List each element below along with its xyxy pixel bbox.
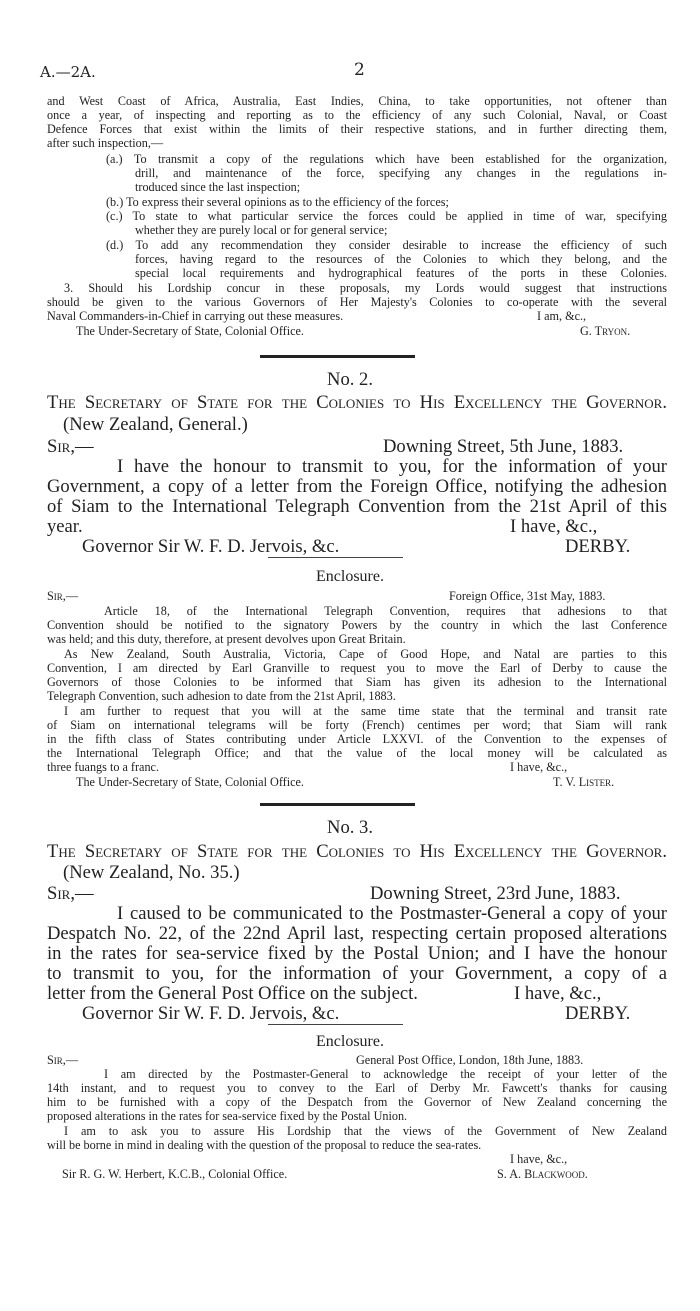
- enclosure-para: of Siam on international telegrams will be forty (French) centimes per word; that Siam will rank: [47, 719, 667, 732]
- section-divider: [260, 355, 415, 358]
- closing: I have, &c.,: [510, 516, 598, 537]
- signature: DERBY.: [565, 1003, 631, 1024]
- salutation: Sir,—: [47, 1053, 79, 1067]
- enclosure-divider: [268, 557, 403, 558]
- salutation: Sir,—: [47, 589, 79, 603]
- letter-body: of Siam to the International Telegraph Convention from the 21st April of this: [47, 497, 667, 517]
- section-divider: [260, 803, 415, 806]
- section-number: No. 2.: [327, 369, 373, 390]
- place-date: Downing Street, 5th June, 1883.: [383, 436, 624, 457]
- addressee: Governor Sir W. F. D. Jervois, &c.: [82, 1003, 340, 1024]
- place-date: Foreign Office, 31st May, 1883.: [449, 589, 606, 603]
- enclosure-title: Enclosure.: [316, 568, 384, 585]
- intro-line: Defence Forces that exist within the limits of their respective stations, and in further directing them,: [47, 123, 667, 136]
- letter-body: I caused to be communicated to the Postmaster-General a copy of your: [117, 904, 667, 924]
- letter-body: in the rates for sea-service fixed by the Postal Union; and I have the honour: [47, 944, 667, 964]
- list-item-d: special local requirements and hydrographical features of the ports in these Colonies.: [135, 267, 667, 280]
- enclosure-para: was held; and this duty, therefore, at present devolves upon Great Britain.: [47, 632, 406, 646]
- addressee: The Under-Secretary of State, Colonial Office.: [76, 775, 304, 789]
- para-3: Naval Commanders-in-Chief in carrying out these measures.: [47, 309, 344, 323]
- signature: DERBY.: [565, 536, 631, 557]
- enclosure-para: Convention, I am directed by Earl Granville to request you to move the Earl of Derby to cause the: [47, 662, 667, 675]
- addressee: Sir R. G. W. Herbert, K.C.B., Colonial Office.: [62, 1167, 288, 1181]
- list-item-a: troduced since the last inspection;: [135, 180, 301, 194]
- enclosure-para: Governors of those Colonies to be informed that Siam has given its adhesion to the International: [47, 676, 667, 689]
- letter-body: Despatch No. 22, of the 22nd April last, respecting certain proposed alterations: [47, 924, 667, 944]
- enclosure-para: proposed alterations in the rates for sea-service fixed by the Postal Union.: [47, 1109, 408, 1123]
- signature: G. Tryon.: [580, 324, 631, 338]
- page-code: A.—2A.: [40, 63, 96, 81]
- enclosure-para: As New Zealand, South Australia, Victoria, Cape of Good Hope, and Natal are parties to this: [64, 648, 667, 661]
- page-number: 2: [354, 60, 365, 80]
- enclosure-para: 14th instant, and to request you to convey to the Earl of Derby Mr. Fawcett's thanks for causing: [47, 1082, 667, 1095]
- closing: I have, &c.,: [510, 1152, 568, 1166]
- closing: I am, &c.,: [537, 309, 587, 323]
- list-item-d: (d.) To add any recommendation they consider desirable to increase the efficiency of such: [106, 239, 667, 252]
- intro-line: once a year, of inspecting and reporting as to the efficiency of any such Colonial, Naval, or Coast: [47, 109, 667, 122]
- list-item-b: (b.) To express their several opinions as to the efficiency of the forces;: [106, 195, 449, 209]
- enclosure-para: Article 18, of the International Telegraph Convention, requires that adhesions to that: [104, 605, 667, 618]
- list-item-a: drill, and maintenance of the force, specifying any changes in the regulations in-: [135, 167, 667, 180]
- enclosure-para: Telegraph Convention, such adhesion to date from the 21st April, 1883.: [47, 689, 396, 703]
- signature: T. V. Lister.: [553, 775, 615, 789]
- enclosure-para: in the fifth class of States contributing under Article LXXVI. of the Convention to the expenses of: [47, 733, 667, 746]
- enclosure-para: I am directed by the Postmaster-General to acknowledge the receipt of your letter of the: [104, 1068, 667, 1081]
- letter-body: I have the honour to transmit to you, for the information of your: [117, 457, 667, 477]
- list-item-d: forces, having regard to the resources of the Colonies to which they belong, and the: [135, 253, 667, 266]
- salutation: Sir,—: [47, 436, 94, 457]
- letter-heading: The Secretary of State for the Colonies to His Excellency the Governor.: [47, 393, 667, 413]
- addressee: The Under-Secretary of State, Colonial Office.: [76, 324, 304, 338]
- list-item-a: (a.) To transmit a copy of the regulations which have been established for the organization,: [106, 153, 667, 166]
- enclosure-para: him to be furnished with a copy of the Despatch from the Governor of New Zealand concerning the: [47, 1096, 667, 1109]
- enclosure-para: three fuangs to a franc.: [47, 760, 160, 774]
- para-3: should be given to the various Governors of Her Majesty's Colonies to co-operate with the several: [47, 296, 667, 309]
- letter-subheading: (New Zealand, No. 35.): [63, 862, 240, 883]
- letter-body: to transmit to you, for the information of your Government, a copy of a: [47, 964, 667, 984]
- salutation: Sir,—: [47, 883, 94, 904]
- list-item-c: (c.) To state to what particular service the forces could be applied in time of war, specifying: [106, 210, 667, 223]
- letter-body: letter from the General Post Office on the subject.: [47, 983, 418, 1004]
- list-item-c: whether they are purely local or for general service;: [135, 223, 388, 237]
- enclosure-para: will be borne in mind in dealing with the question of the proposal to reduce the sea-rates.: [47, 1138, 482, 1152]
- letter-body: Government, a copy of a letter from the Foreign Office, notifying the adhesion: [47, 477, 667, 497]
- letter-body: year.: [47, 516, 83, 537]
- intro-line: after such inspection,—: [47, 136, 164, 150]
- place-date: Downing Street, 23rd June, 1883.: [370, 883, 621, 904]
- para-3: 3. Should his Lordship concur in these proposals, my Lords would suggest that instructions: [64, 282, 667, 295]
- closing: I have, &c.,: [510, 760, 568, 774]
- enclosure-para: I am to ask you to assure His Lordship that the views of the Government of New Zealand: [64, 1125, 667, 1138]
- letter-subheading: (New Zealand, General.): [63, 414, 248, 435]
- section-number: No. 3.: [327, 817, 373, 838]
- addressee: Governor Sir W. F. D. Jervois, &c.: [82, 536, 340, 557]
- enclosure-divider: [268, 1024, 403, 1025]
- signature: S. A. Blackwood.: [497, 1167, 588, 1181]
- enclosure-title: Enclosure.: [316, 1033, 384, 1050]
- letter-heading: The Secretary of State for the Colonies to His Excellency the Governor.: [47, 842, 667, 862]
- place-date: General Post Office, London, 18th June, 1883.: [356, 1053, 584, 1067]
- closing: I have, &c.,: [514, 983, 602, 1004]
- enclosure-para: I am further to request that you will at the same time state that the terminal and transit rate: [64, 705, 667, 718]
- enclosure-para: Convention should be notified to the signatory Powers by the country in which the last Conference: [47, 619, 667, 632]
- enclosure-para: the International Telegraph Office; and that the value of the local money will be calculated as: [47, 747, 667, 760]
- intro-line: and West Coast of Africa, Australia, East Indies, China, to take opportunities, not oftener than: [47, 95, 667, 108]
